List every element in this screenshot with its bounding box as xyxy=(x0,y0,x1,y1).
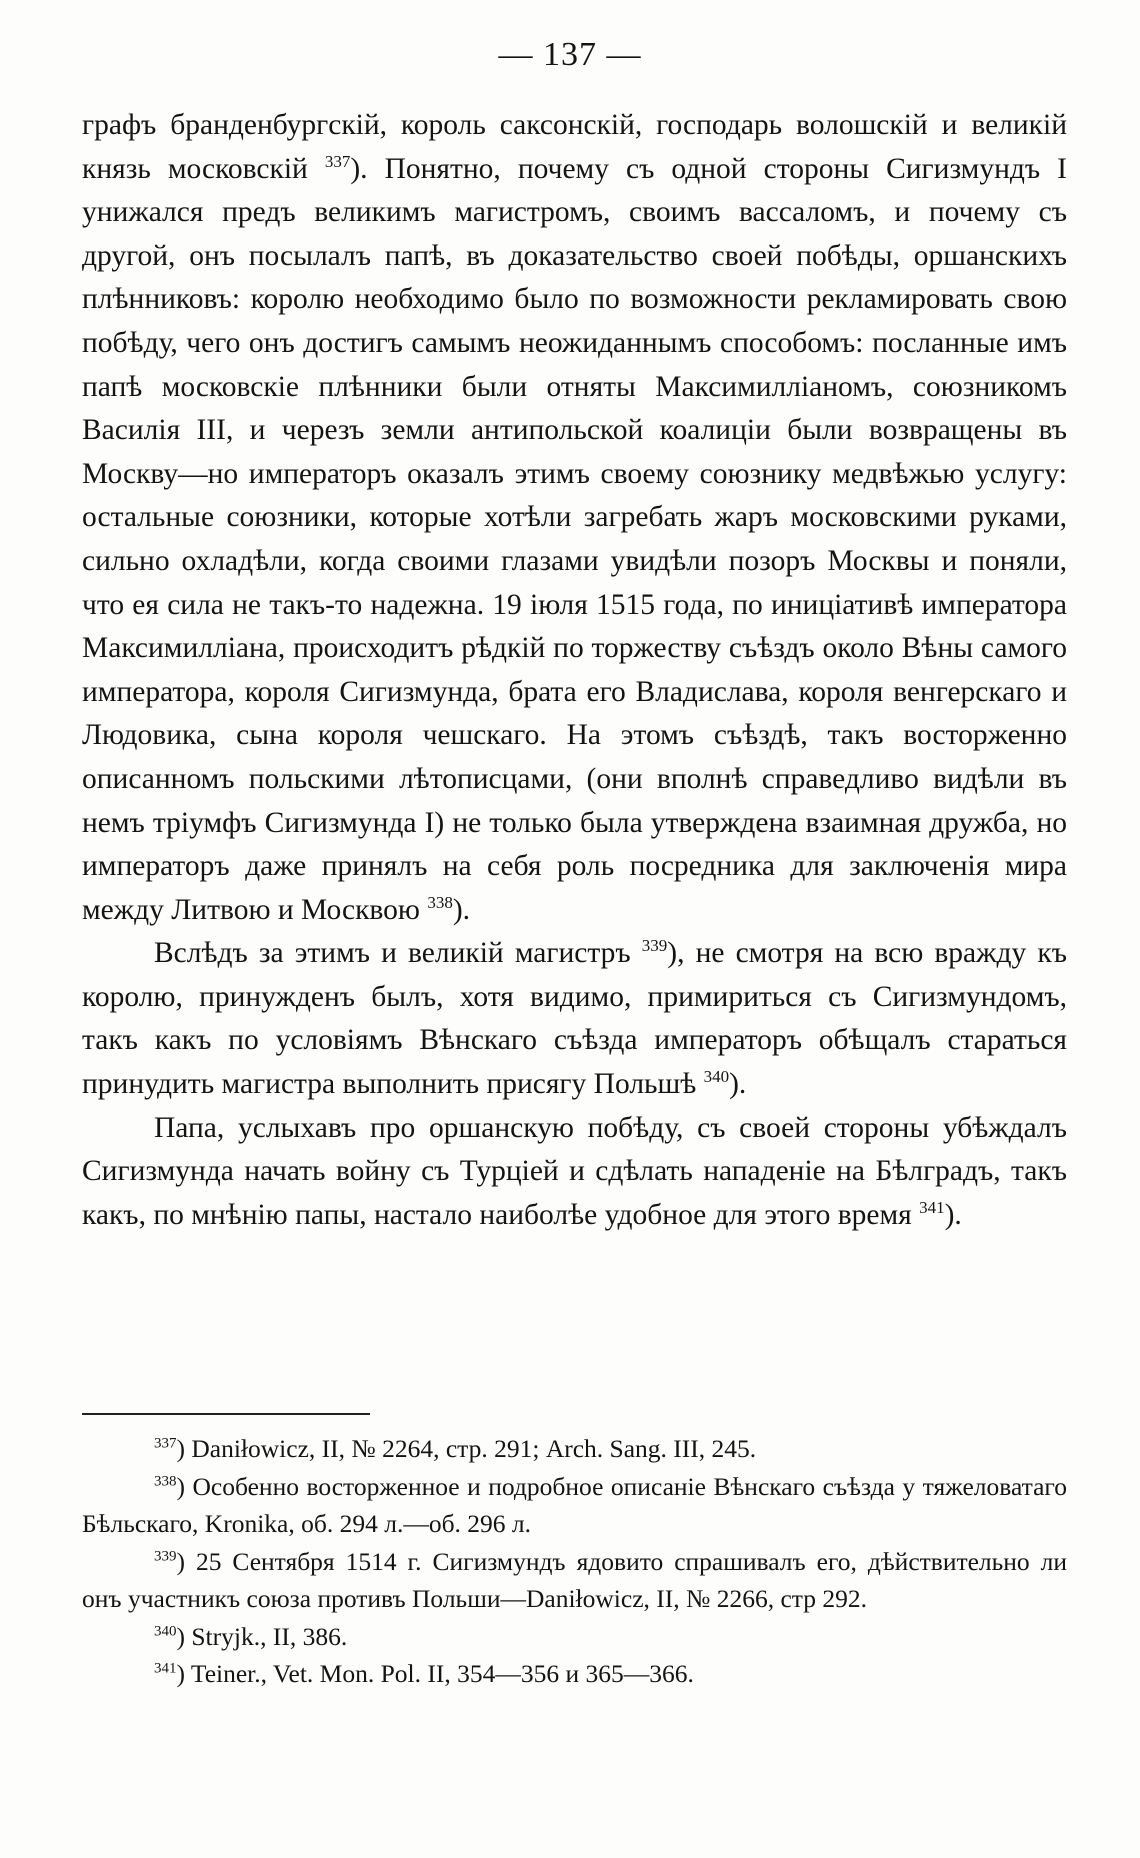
footnote-text: ) Особенно восторженное и подробное описаніе Вѣнскаго съѣзда у тяжеловатаго Бѣльскаго, Kronika, об. 294 л.—об. 296 л. xyxy=(82,1471,1067,1538)
paragraph-1-text-a: графъ бранденбургскій, король саксонскій, господарь волошскій и великій князь московскій xyxy=(82,109,1067,185)
paragraph-1-text-c: ). xyxy=(452,893,471,926)
paragraph-1-text-b: ). Понятно, почему съ одной стороны Сигизмундъ I унижался предъ великимъ магистромъ, своимъ вассаломъ, и почему съ другой, онъ посылалъ папѣ, въ доказательство своей побѣды, оршанскихъ плѣнниковъ: королю необходимо было по возможности рекламировать свою побѣду, чего онъ достигъ самымъ неожиданнымъ способомъ: посланные имъ папѣ московскіе плѣнники были отняты Максимилліаномъ, союзникомъ Василія III, и черезъ земли антипольской коалиціи были возвращены въ Москву—но императоръ оказалъ этимъ своему союзнику медвѣжью услугу: остальные союзники, которые хотѣли загребать жаръ московскими руками, сильно охладѣли, когда своими глазами увидѣли позоръ Москвы и поняли, что ея сила не такъ-то надежна. 19 іюля 1515 года, по иниціативѣ императора Максимилліана, происходитъ рѣдкій по торжеству съѣздъ около Вѣны самого императора, короля Сигизмунда, брата его Владислава, короля венгерскаго и Людовика, сына короля чешскаго. На этомъ съѣздѣ, такъ восторженно описанномъ польскими лѣтописцами, (они вполнѣ справедливо видѣли въ немъ тріумфъ Сигизмунда I) не только была утверждена взаимная дружба, но императоръ даже принялъ на себя роль посредника для заключенія мира между Литвою и Москвою xyxy=(82,152,1068,926)
footnote-339 xyxy=(82,1543,1067,1618)
footnote-ref-339: 339 xyxy=(641,936,668,956)
footnote-341 xyxy=(82,1655,1067,1693)
paragraph-2-text-c: ). xyxy=(729,1068,747,1101)
page-number: — 137 — xyxy=(498,36,642,73)
footnote-mark: 341 xyxy=(154,1660,177,1677)
paragraph-3-text-b: ). xyxy=(944,1198,962,1231)
paragraph-3-text-a: Папа, услыхавъ про оршанскую побѣду, съ своей стороны убѣждалъ Сигизмунда начать войну съ Турціей и сдѣлать нападеніе на Бѣлградъ, такъ какъ, по мнѣнію папы, настало наиболѣе удобное для этого время xyxy=(82,1111,1067,1231)
footnote-mark: 340 xyxy=(154,1623,177,1639)
paragraph-2 xyxy=(82,932,1067,1106)
paragraph-2-text-b: ), не смотря на всю вражду къ королю, принужденъ былъ, хотя видимо, примириться съ Сигизмундомъ, такъ какъ по условіямъ Вѣнскаго съѣзда императоръ обѣщалъ стараться принудить магистра выполнить присягу Польшѣ xyxy=(82,937,1067,1101)
footnote-ref-340: 340 xyxy=(703,1067,730,1087)
footnote-text: ) Teiner., Vet. Mon. Pol. II, 354—356 и 365—366. xyxy=(176,1659,694,1688)
footnote-337 xyxy=(82,1430,1067,1468)
footnote-338 xyxy=(82,1468,1067,1543)
footnotes xyxy=(82,1430,1067,1693)
footnote-mark: 337 xyxy=(154,1435,177,1452)
footnote-ref-337: 337 xyxy=(324,151,351,171)
footnote-ref-338: 338 xyxy=(427,892,453,912)
footnote-mark: 338 xyxy=(154,1473,177,1489)
paragraph-2-text-a: Вслѣдъ за этимъ и великій магистръ xyxy=(154,937,642,970)
footnote-ref-341: 341 xyxy=(919,1198,945,1218)
footnote-340 xyxy=(82,1618,1067,1656)
paragraph-3 xyxy=(82,1107,1067,1238)
footnote-text: ) Daniłowicz, II, № 2264, стр. 291; Arch. Sang. III, 245. xyxy=(176,1434,757,1463)
main-text xyxy=(82,104,1067,1237)
footnote-mark: 339 xyxy=(154,1548,177,1564)
footnote-text: ) 25 Сентября 1514 г. Сигизмундъ ядовито спрашивалъ его, дѣйствительно ли онъ участникъ союза противъ Польши—Daniłowicz, II, № 2266, стр 292. xyxy=(82,1546,1067,1613)
footnote-separator xyxy=(82,1413,370,1415)
footnote-text: ) Stryjk., II, 386. xyxy=(176,1621,348,1651)
paragraph-1 xyxy=(82,104,1067,932)
